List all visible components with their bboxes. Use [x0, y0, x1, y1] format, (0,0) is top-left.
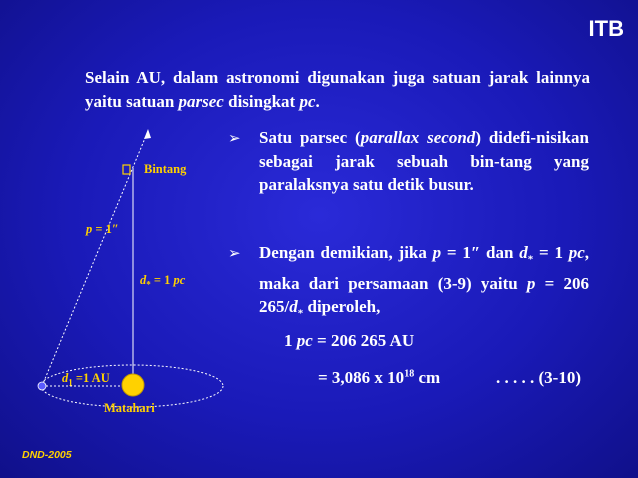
bullet-arrow-icon: ➢ — [228, 129, 241, 147]
sun-label: Matahari — [104, 401, 155, 415]
bullet-parsec-definition: Satu parsec (parallax second) didefi-nisikan sebagai jarak sebuah bin-tang yang paralaksnya satu detik busur. — [259, 128, 589, 194]
earth-star-arrowhead — [144, 129, 151, 139]
sun-icon — [122, 374, 144, 396]
equation-pc-au: 1 pc = 206 265 AU — [284, 331, 415, 350]
intro-paragraph: Selain AU, dalam astronomi digunakan juga satuan jarak lainnya yaitu satuan parsec disingkat pc. — [85, 68, 590, 111]
bullet-arrow-icon: ➢ — [228, 244, 241, 262]
equation-pc-cm: = 3,086 x $10^{18}$ cm — [318, 368, 441, 387]
au-label: $d_1 =1$ AU — [62, 371, 110, 388]
earth-icon — [38, 382, 46, 390]
earth-star-line — [42, 131, 148, 386]
parallax-label: p = 1″ — [86, 222, 119, 236]
footer-credit: DND-2005 — [22, 449, 72, 461]
distance-label: $d_* = 1$ pc — [140, 273, 186, 290]
star-icon — [123, 165, 130, 174]
equation-number: . . . . . (3-10) — [496, 368, 581, 387]
star-label: Bintang — [144, 162, 187, 176]
bullet-derivation: Dengan demikian, jika p = 1″ dan $d_* = 1$ pc, maka dari persamaan (3-9) yaitu p = 206 $265/d_*$ diperoleh, — [259, 243, 590, 320]
itb-logo: ITB — [588, 16, 624, 41]
